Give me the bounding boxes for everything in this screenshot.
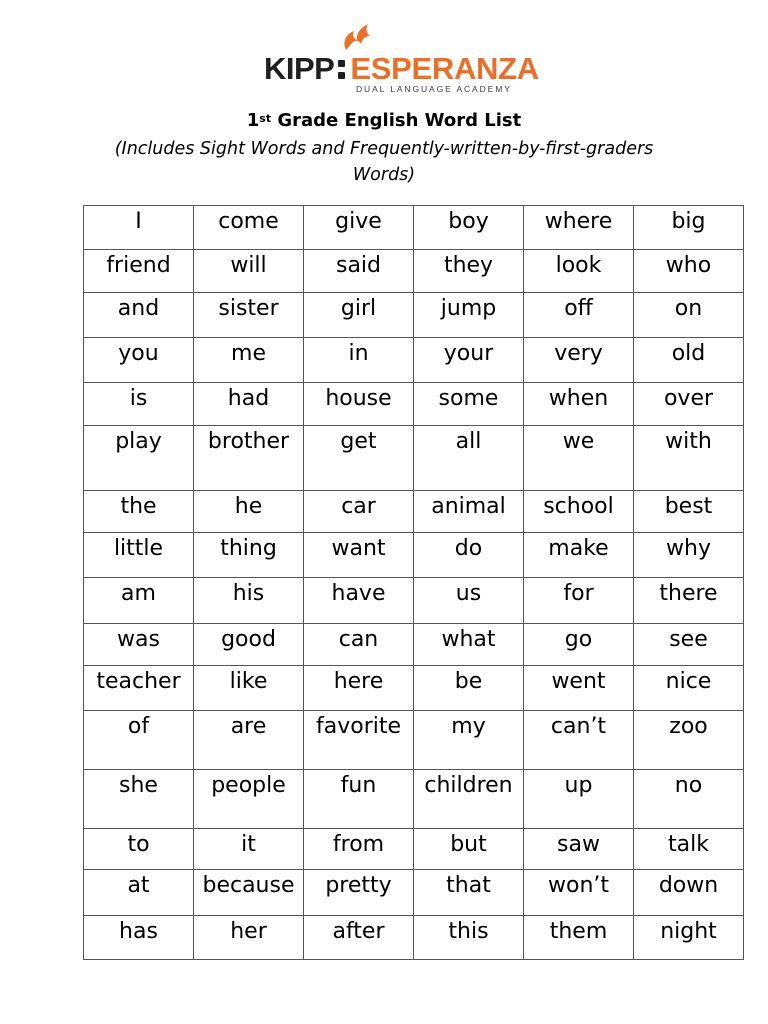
table-row: [84, 533, 744, 578]
title-prefix: 1: [246, 110, 260, 131]
word-cell: we: [524, 426, 634, 491]
table-row: [84, 870, 744, 916]
word-cell: children: [414, 770, 524, 829]
word-cell: in: [304, 338, 414, 383]
word-cell: give: [304, 206, 414, 250]
word-cell: look: [524, 250, 634, 293]
word-cell: come: [194, 206, 304, 250]
word-cell: where: [524, 206, 634, 250]
word-cell: can: [304, 624, 414, 666]
word-cell: want: [304, 533, 414, 578]
word-cell: am: [84, 578, 194, 624]
word-cell: your: [414, 338, 524, 383]
word-cell: why: [634, 533, 744, 578]
title-text: Grade English Word List: [271, 110, 522, 131]
word-cell: go: [524, 624, 634, 666]
word-cell: play: [84, 426, 194, 491]
page-title: [0, 108, 768, 134]
table-row: [84, 578, 744, 624]
word-cell: saw: [524, 829, 634, 870]
table-row: [84, 293, 744, 338]
word-cell: of: [84, 711, 194, 770]
logo-esperanza: ESPERANZA: [350, 51, 539, 86]
table-row: [84, 338, 744, 383]
word-cell: said: [304, 250, 414, 293]
word-cell: I: [84, 206, 194, 250]
table-row: [84, 770, 744, 829]
word-cell: brother: [194, 426, 304, 491]
word-cell: that: [414, 870, 524, 916]
logo-colon: [338, 54, 345, 84]
table-row: [84, 250, 744, 293]
word-cell: is: [84, 383, 194, 426]
table-row: [84, 491, 744, 533]
word-cell: with: [634, 426, 744, 491]
table-row: [84, 829, 744, 870]
logo-kipp: KIPP: [264, 51, 335, 86]
word-cell: and: [84, 293, 194, 338]
word-cell: school: [524, 491, 634, 533]
word-cell: people: [194, 770, 304, 829]
word-cell: old: [634, 338, 744, 383]
word-cell: thing: [194, 533, 304, 578]
word-cell: night: [634, 916, 744, 960]
word-cell: me: [194, 338, 304, 383]
word-cell: big: [634, 206, 744, 250]
word-list-table: [83, 205, 744, 960]
word-cell: make: [524, 533, 634, 578]
word-cell: because: [194, 870, 304, 916]
word-cell: what: [414, 624, 524, 666]
word-cell: after: [304, 916, 414, 960]
word-cell: they: [414, 250, 524, 293]
table-row: [84, 624, 744, 666]
word-cell: girl: [304, 293, 414, 338]
word-cell: has: [84, 916, 194, 960]
word-cell: can’t: [524, 711, 634, 770]
word-cell: from: [304, 829, 414, 870]
word-cell: off: [524, 293, 634, 338]
word-cell: her: [194, 916, 304, 960]
word-cell: you: [84, 338, 194, 383]
table-row: [84, 426, 744, 491]
table-row: [84, 666, 744, 711]
word-cell: at: [84, 870, 194, 916]
word-cell: talk: [634, 829, 744, 870]
word-cell: had: [194, 383, 304, 426]
page-subtitle: (Includes Sight Words and Frequently-written-by-first-graders Words): [114, 139, 654, 185]
flame-icon: [340, 22, 374, 52]
logo-wordmark: [264, 52, 539, 86]
word-cell: teacher: [84, 666, 194, 711]
word-cell: boy: [414, 206, 524, 250]
word-cell: nice: [634, 666, 744, 711]
word-cell: over: [634, 383, 744, 426]
word-cell: are: [194, 711, 304, 770]
word-cell: best: [634, 491, 744, 533]
word-cell: all: [414, 426, 524, 491]
word-cell: the: [84, 491, 194, 533]
table-row: [84, 916, 744, 960]
word-cell: house: [304, 383, 414, 426]
word-cell: get: [304, 426, 414, 491]
word-cell: went: [524, 666, 634, 711]
word-cell: be: [414, 666, 524, 711]
table-row: [84, 383, 744, 426]
word-cell: animal: [414, 491, 524, 533]
word-cell: zoo: [634, 711, 744, 770]
word-cell: on: [634, 293, 744, 338]
word-cell: down: [634, 870, 744, 916]
word-cell: here: [304, 666, 414, 711]
word-cell: see: [634, 624, 744, 666]
table-row: [84, 206, 744, 250]
title-superscript: st: [259, 112, 272, 125]
word-cell: have: [304, 578, 414, 624]
word-cell: like: [194, 666, 304, 711]
word-cell: fun: [304, 770, 414, 829]
word-cell: them: [524, 916, 634, 960]
word-cell: was: [84, 624, 194, 666]
word-cell: car: [304, 491, 414, 533]
word-cell: there: [634, 578, 744, 624]
word-cell: when: [524, 383, 634, 426]
word-cell: up: [524, 770, 634, 829]
word-cell: for: [524, 578, 634, 624]
word-cell: but: [414, 829, 524, 870]
word-cell: she: [84, 770, 194, 829]
word-cell: who: [634, 250, 744, 293]
word-cell: jump: [414, 293, 524, 338]
word-cell: us: [414, 578, 524, 624]
word-cell: some: [414, 383, 524, 426]
word-cell: do: [414, 533, 524, 578]
word-cell: to: [84, 829, 194, 870]
table-row: [84, 711, 744, 770]
word-cell: he: [194, 491, 304, 533]
word-cell: no: [634, 770, 744, 829]
word-cell: little: [84, 533, 194, 578]
word-cell: this: [414, 916, 524, 960]
word-cell: favorite: [304, 711, 414, 770]
word-cell: my: [414, 711, 524, 770]
word-cell: won’t: [524, 870, 634, 916]
word-cell: pretty: [304, 870, 414, 916]
word-cell: friend: [84, 250, 194, 293]
word-cell: sister: [194, 293, 304, 338]
word-cell: his: [194, 578, 304, 624]
word-cell: it: [194, 829, 304, 870]
word-cell: good: [194, 624, 304, 666]
logo-subtitle: DUAL LANGUAGE ACADEMY: [356, 84, 512, 94]
word-cell: will: [194, 250, 304, 293]
word-cell: very: [524, 338, 634, 383]
school-logo: [0, 22, 768, 102]
